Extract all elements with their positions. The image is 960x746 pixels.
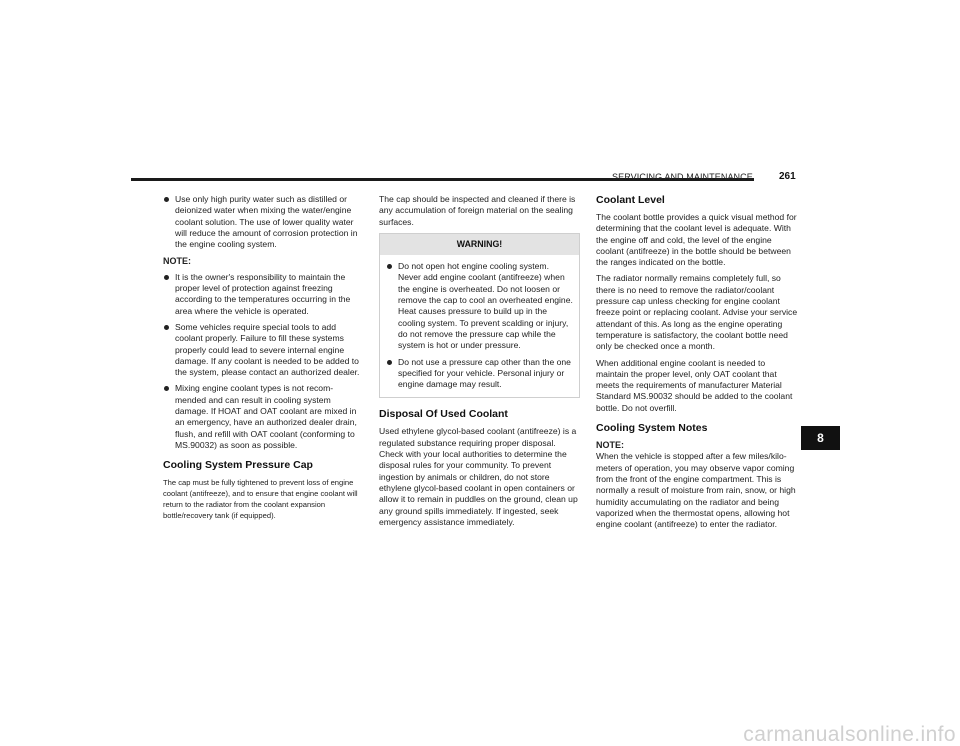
pressure-cap-text: The cap must be fully tightened to prevent loss of engine coolant (antifreeze), and to ensure that engine coolant will return to the radiator from the coolant expansion bottle/recovery tank (if equipped). [163,478,358,521]
section-title: SERVICING AND MAINTENANCE [612,172,753,182]
watermark: carmanualsonline.info [743,722,956,746]
list-item: Some vehicles require special tools to add coolant properly. Failure to fill these systems properly could lead to severe internal engine damage. If any coolant is needed to be added to the system, please contact an authorized dealer. [163,322,363,378]
disposal-text: Used ethylene glycol-based coolant (antifreeze) is a regulated substance requiring proper disposal. Check with your local authorities to determine the disposal rules for your community. To prevent ingestion by animals or children, do not store ethylene glycol-based coolant in open containers or allow it to remain in puddles on the ground, clean up any ground spills immediately. If ingested, seek emergency assistance immediately. [379,426,578,527]
column-right [596,194,798,535]
bullet-icon [387,264,392,269]
warning-list [386,261,573,390]
warning-box [379,233,580,399]
bullet-icon [164,386,169,391]
note-text: When the vehicle is stopped after a few miles/kilo-meters of operation, you may observe vapor coming from the front of the engine compartment. This is normally a result of moisture from rain, snow, or high humidity accumulating on the radiator and being vaporized when the thermostat opens, allowing hot engine coolant (antifreeze) to enter the radiator. [596,451,796,530]
list-item: It is the owner's responsibility to maintain the proper level of protection against freezing according to the temperatures occurring in the area where the vehicle is operated. [163,272,363,317]
list-item: Use only high purity water such as distilled or deionized water when mixing the water/engine coolant solution. The use of lower quality water will reduce the amount of corrosion protection in the engine cooling system. [163,194,363,250]
bullet-icon [164,325,169,330]
chapter-tab: 8 [801,426,840,450]
column-middle [379,194,580,533]
bullet-list [163,194,363,250]
coolant-level-heading: Coolant Level [596,194,665,206]
bullet-icon [387,360,392,365]
page-number: 261 [779,171,796,182]
note-label: NOTE: [596,440,624,451]
bullet-icon [164,275,169,280]
coolant-level-paragraph: When additional engine coolant is needed to maintain the proper level, only OAT coolant that meets the requirements of manufacturer Material Standard MS.90032 should be added to the coolant bottle. Do not overfill. [596,357,793,413]
coolant-level-paragraph: The radiator normally remains completely full, so there is no need to remove the radiator/coolant pressure cap unless checking for engine coolant freeze point or replacing coolant. Advise your service attendant of this. As long as the engine operating temperature is satisfactory, the coolant bottle need only be checked once a month. [596,273,798,352]
cooling-notes-heading: Cooling System Notes [596,422,708,435]
pressure-cap-inspection-text: The cap should be inspected and cleaned if there is any accumulation of foreign material on the sealing surfaces. [379,194,576,227]
warning-body [380,255,579,397]
list-item: Do not open hot engine cooling system. Never add engine coolant (antifreeze) when the engine is overheated. Do not loosen or remove the cap to cool an overheated engine. Heat causes pressure to build up in the cooling system. To prevent scalding or injury, do not remove the pressure cap while the system is hot or under pressure. [386,261,573,351]
warning-title: WARNING! [380,234,579,255]
disposal-heading: Disposal Of Used Coolant [379,408,508,421]
list-item: Do not use a pressure cap other than the one specified for your vehicle. Personal injury or engine damage may result. [386,357,573,391]
cooling-note [596,440,798,530]
pressure-cap-heading: Cooling System Pressure Cap [163,459,313,472]
note-list [163,272,363,451]
bullet-icon [164,197,169,202]
note-label: NOTE: [163,256,191,267]
coolant-level-paragraph: The coolant bottle provides a quick visual method for determining that the coolant level is adequate. With the engine off and cold, the level of the engine coolant (antifreeze) in the bottle should be between the ranges indicated on the bottle. [596,212,797,268]
list-item: Mixing engine coolant types is not recom-mended and can result in cooling system damage. If HOAT and OAT coolant are mixed in an emergency, have an authorized dealer drain, flush, and refill with OAT coolant (conforming to MS.90032) as soon as possible. [163,383,363,451]
column-left [163,194,363,526]
